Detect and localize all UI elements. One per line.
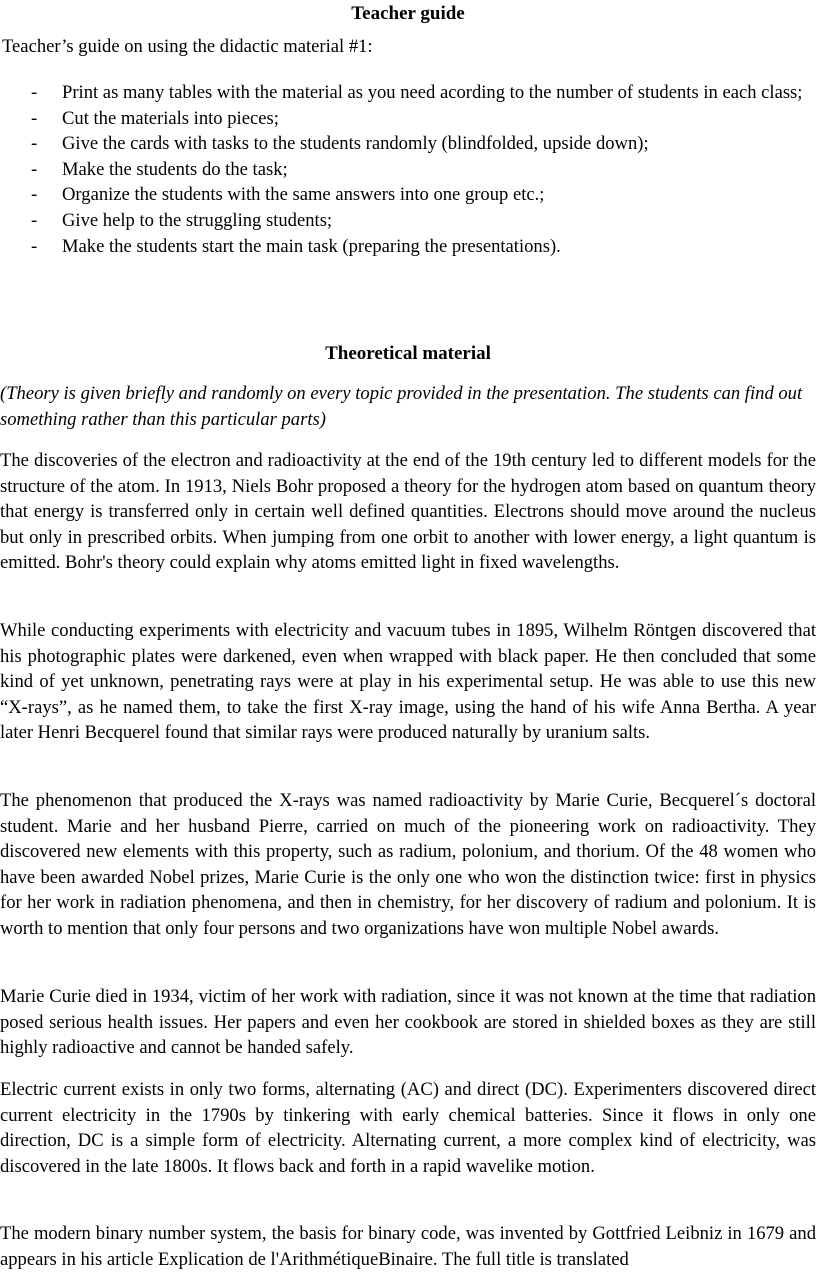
paragraph-binary: The modern binary number system, the basis for binary code, was invented by Gottfried Leibniz in 1679 and appears in his article Explication de l'ArithmétiqueBinaire. The full title is translated [0, 1223, 816, 1270]
paragraph-radioactivity: The phenomenon that produced the X-rays was named radioactivity by Marie Curie, Becquerel´s doctoral student. Marie and her husband Pierre, carried on much of the pioneering work on radioactivity. They discovered new elements with this property, such as radium, polonium, and thorium. Of the 48 women who have been awarded Nobel prizes, Marie Curie is the only one who won the distinction twice: first in physics for her work in radiation phenomena, and then in chemistry, for her discovery of radium and polonium. It is worth to mention that only four persons and two organizations have won multiple Nobel awards. [0, 790, 816, 939]
bullet-dash: - [31, 133, 38, 155]
paragraph-curie-death: Marie Curie died in 1934, victim of her work with radiation, since it was not known at the time that radiation posed serious health issues. Her papers and even her cookbook are stored in shielded boxes as they are still highly radioactive and cannot be handed safely. [0, 986, 816, 1059]
paragraph-electric-current: Electric current exists in only two forms, alternating (AC) and direct (DC). Experimenters discovered direct current electricity in the 1790s by tinkering with early chemical batteries. Since it flows in only one direction, DC is a simple form of electricity. Alternating current, a more complex kind of electricity, was discovered in the late 1800s. It flows back and forth in a rapid wavelike motion. [0, 1079, 816, 1177]
guide-steps-list [0, 80, 816, 259]
guide-intro: Teacher’s guide on using the didactic material #1: [2, 36, 373, 57]
bullet-dash: - [31, 107, 38, 129]
theoretical-material-title: Theoretical material [325, 343, 491, 364]
list-item: - Give help to the struggling students; [0, 208, 816, 234]
paragraph-atom-models: The discoveries of the electron and radioactivity at the end of the 19th century led to different models for the structure of the atom. In 1913, Niels Bohr proposed a theory for the hydrogen atom based on quantum theory that energy is transferred only in certain well defined quantities. Electrons should move around the nucleus but only in prescribed orbits. When jumping from one orbit to another with lower energy, a light quantum is emitted. Bohr's theory could explain why atoms emitted light in fixed wavelengths. [0, 450, 816, 574]
list-item: - Make the students do the task; [0, 157, 816, 183]
list-item: - Give the cards with tasks to the students randomly (blindfolded, upside down); [0, 131, 816, 157]
paragraph-xrays: While conducting experiments with electricity and vacuum tubes in 1895, Wilhelm Röntgen discovered that his photographic plates were darkened, even when wrapped with black paper. He then concluded that some kind of yet unknown, penetrating rays were at play in his experimental setup. He was able to use this new “X-rays”, as he named them, to take the first X-ray image, using the hand of his wife Anna Bertha. A year later Henri Becquerel found that similar rays were produced naturally by uranium salts. [0, 620, 816, 744]
theory-note: (Theory is given briefly and randomly on every topic provided in the presentation. The students can find out something rather than this particular parts) [0, 383, 803, 430]
list-item: - Organize the students with the same answers into one group etc.; [0, 182, 816, 208]
bullet-dash: - [31, 235, 38, 257]
list-item: - Print as many tables with the material as you need acording to the number of students in each class; [0, 80, 816, 106]
teacher-guide-title: Teacher guide [351, 3, 465, 24]
bullet-dash: - [31, 184, 38, 206]
bullet-dash: - [31, 82, 38, 103]
bullet-dash: - [31, 209, 38, 231]
bullet-dash: - [31, 158, 38, 180]
list-item: - Cut the materials into pieces; [0, 106, 816, 132]
list-item: - Make the students start the main task (preparing the presentations). [0, 234, 816, 260]
